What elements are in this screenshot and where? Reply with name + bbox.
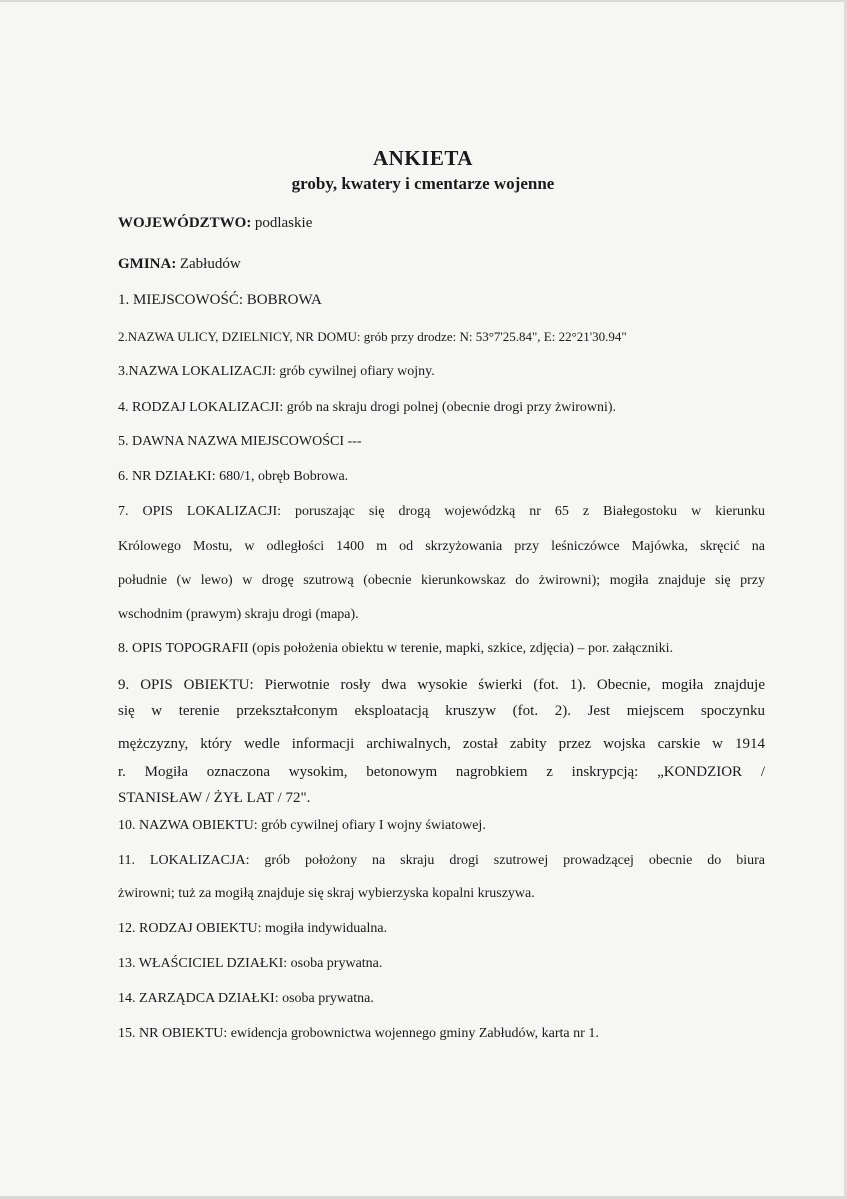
field-label: GMINA: (118, 256, 177, 272)
field-label: WOJEWÓDZTWO: (118, 215, 252, 231)
item-2: 2.NAZWA ULICY, DZIELNICY, NR DOMU: grób przy drodze: N: 53°7'25.84", E: 22°21'30.94" (118, 329, 627, 344)
item-11-line-2: żwirowni; tuż za mogiłą znajduje się skraj wybierzyska kopalni kruszywa. (118, 886, 535, 901)
item-1: 1. MIEJSCOWOŚĆ: BOBROWA (118, 292, 322, 308)
item-12: 12. RODZAJ OBIEKTU: mogiła indywidualna. (118, 921, 388, 936)
item-11-line-1: 11. LOKALIZACJA: grób położony na skraju drogi szutrowej prowadzącej obecnie do biura (118, 853, 765, 868)
item-3: 3.NAZWA LOKALIZACJI: grób cywilnej ofiary wojny. (118, 364, 435, 379)
item-7-line-1: 7. OPIS LOKALIZACJI: poruszając się drogą wojewódzką nr 65 z Białegostoku w kierunku (118, 504, 765, 519)
item-6: 6. NR DZIAŁKI: 680/1, obręb Bobrowa. (118, 469, 349, 484)
document-title: ANKIETA (373, 146, 473, 170)
field-gmina (118, 256, 241, 273)
item-14: 14. ZARZĄDCA DZIAŁKI: osoba prywatna. (118, 991, 374, 1006)
item-7-line-2: Królowego Mostu, w odległości 1400 m od skrzyżowania przy leśniczówce Majówka, skręcić na (118, 539, 765, 554)
item-9-line-5: STANISŁAW / ŻYŁ LAT / 72". (118, 790, 311, 806)
page-edge-top (0, 0, 847, 2)
item-9-line-2: się w terenie przekształconym eksploatacją kruszyw (fot. 2). Jest miejscem spoczynku (118, 703, 765, 719)
item-8: 8. OPIS TOPOGRAFII (opis położenia obiektu w terenie, mapki, szkice, zdjęcia) – por. załączniki. (118, 641, 674, 656)
field-value: podlaskie (254, 215, 313, 231)
item-9-line-4: r. Mogiła oznaczona wysokim, betonowym nagrobkiem z inskrypcją: „KONDZIOR / (118, 764, 765, 780)
item-7-line-3: południe (w lewo) w drogę szutrową (obecnie kierunkowskaz do żwirowni); mogiła znajduje się przy (118, 573, 765, 588)
item-9-line-1: 9. OPIS OBIEKTU: Pierwotnie rosły dwa wysokie świerki (fot. 1). Obecnie, mogiła znajduje (118, 677, 765, 693)
item-13: 13. WŁAŚCICIEL DZIAŁKI: osoba prywatna. (118, 956, 383, 971)
item-4: 4. RODZAJ LOKALIZACJI: grób na skraju drogi polnej (obecnie drogi przy żwirowni). (118, 400, 617, 415)
document-subtitle: groby, kwatery i cmentarze wojenne (291, 174, 555, 193)
item-9-line-3: mężczyzny, który wedle informacji archiwalnych, został zabity przez wojska carskie w 1914 (118, 736, 765, 752)
item-15: 15. NR OBIEKTU: ewidencja grobownictwa wojennego gminy Zabłudów, karta nr 1. (118, 1026, 599, 1041)
item-10: 10. NAZWA OBIEKTU: grób cywilnej ofiary I wojny światowej. (118, 818, 486, 833)
field-value: Zabłudów (179, 256, 241, 272)
item-7-line-4: wschodnim (prawym) skraju drogi (mapa). (118, 607, 359, 622)
field-wojewodztwo (118, 215, 312, 232)
item-5: 5. DAWNA NAZWA MIEJSCOWOŚCI --- (118, 434, 362, 449)
